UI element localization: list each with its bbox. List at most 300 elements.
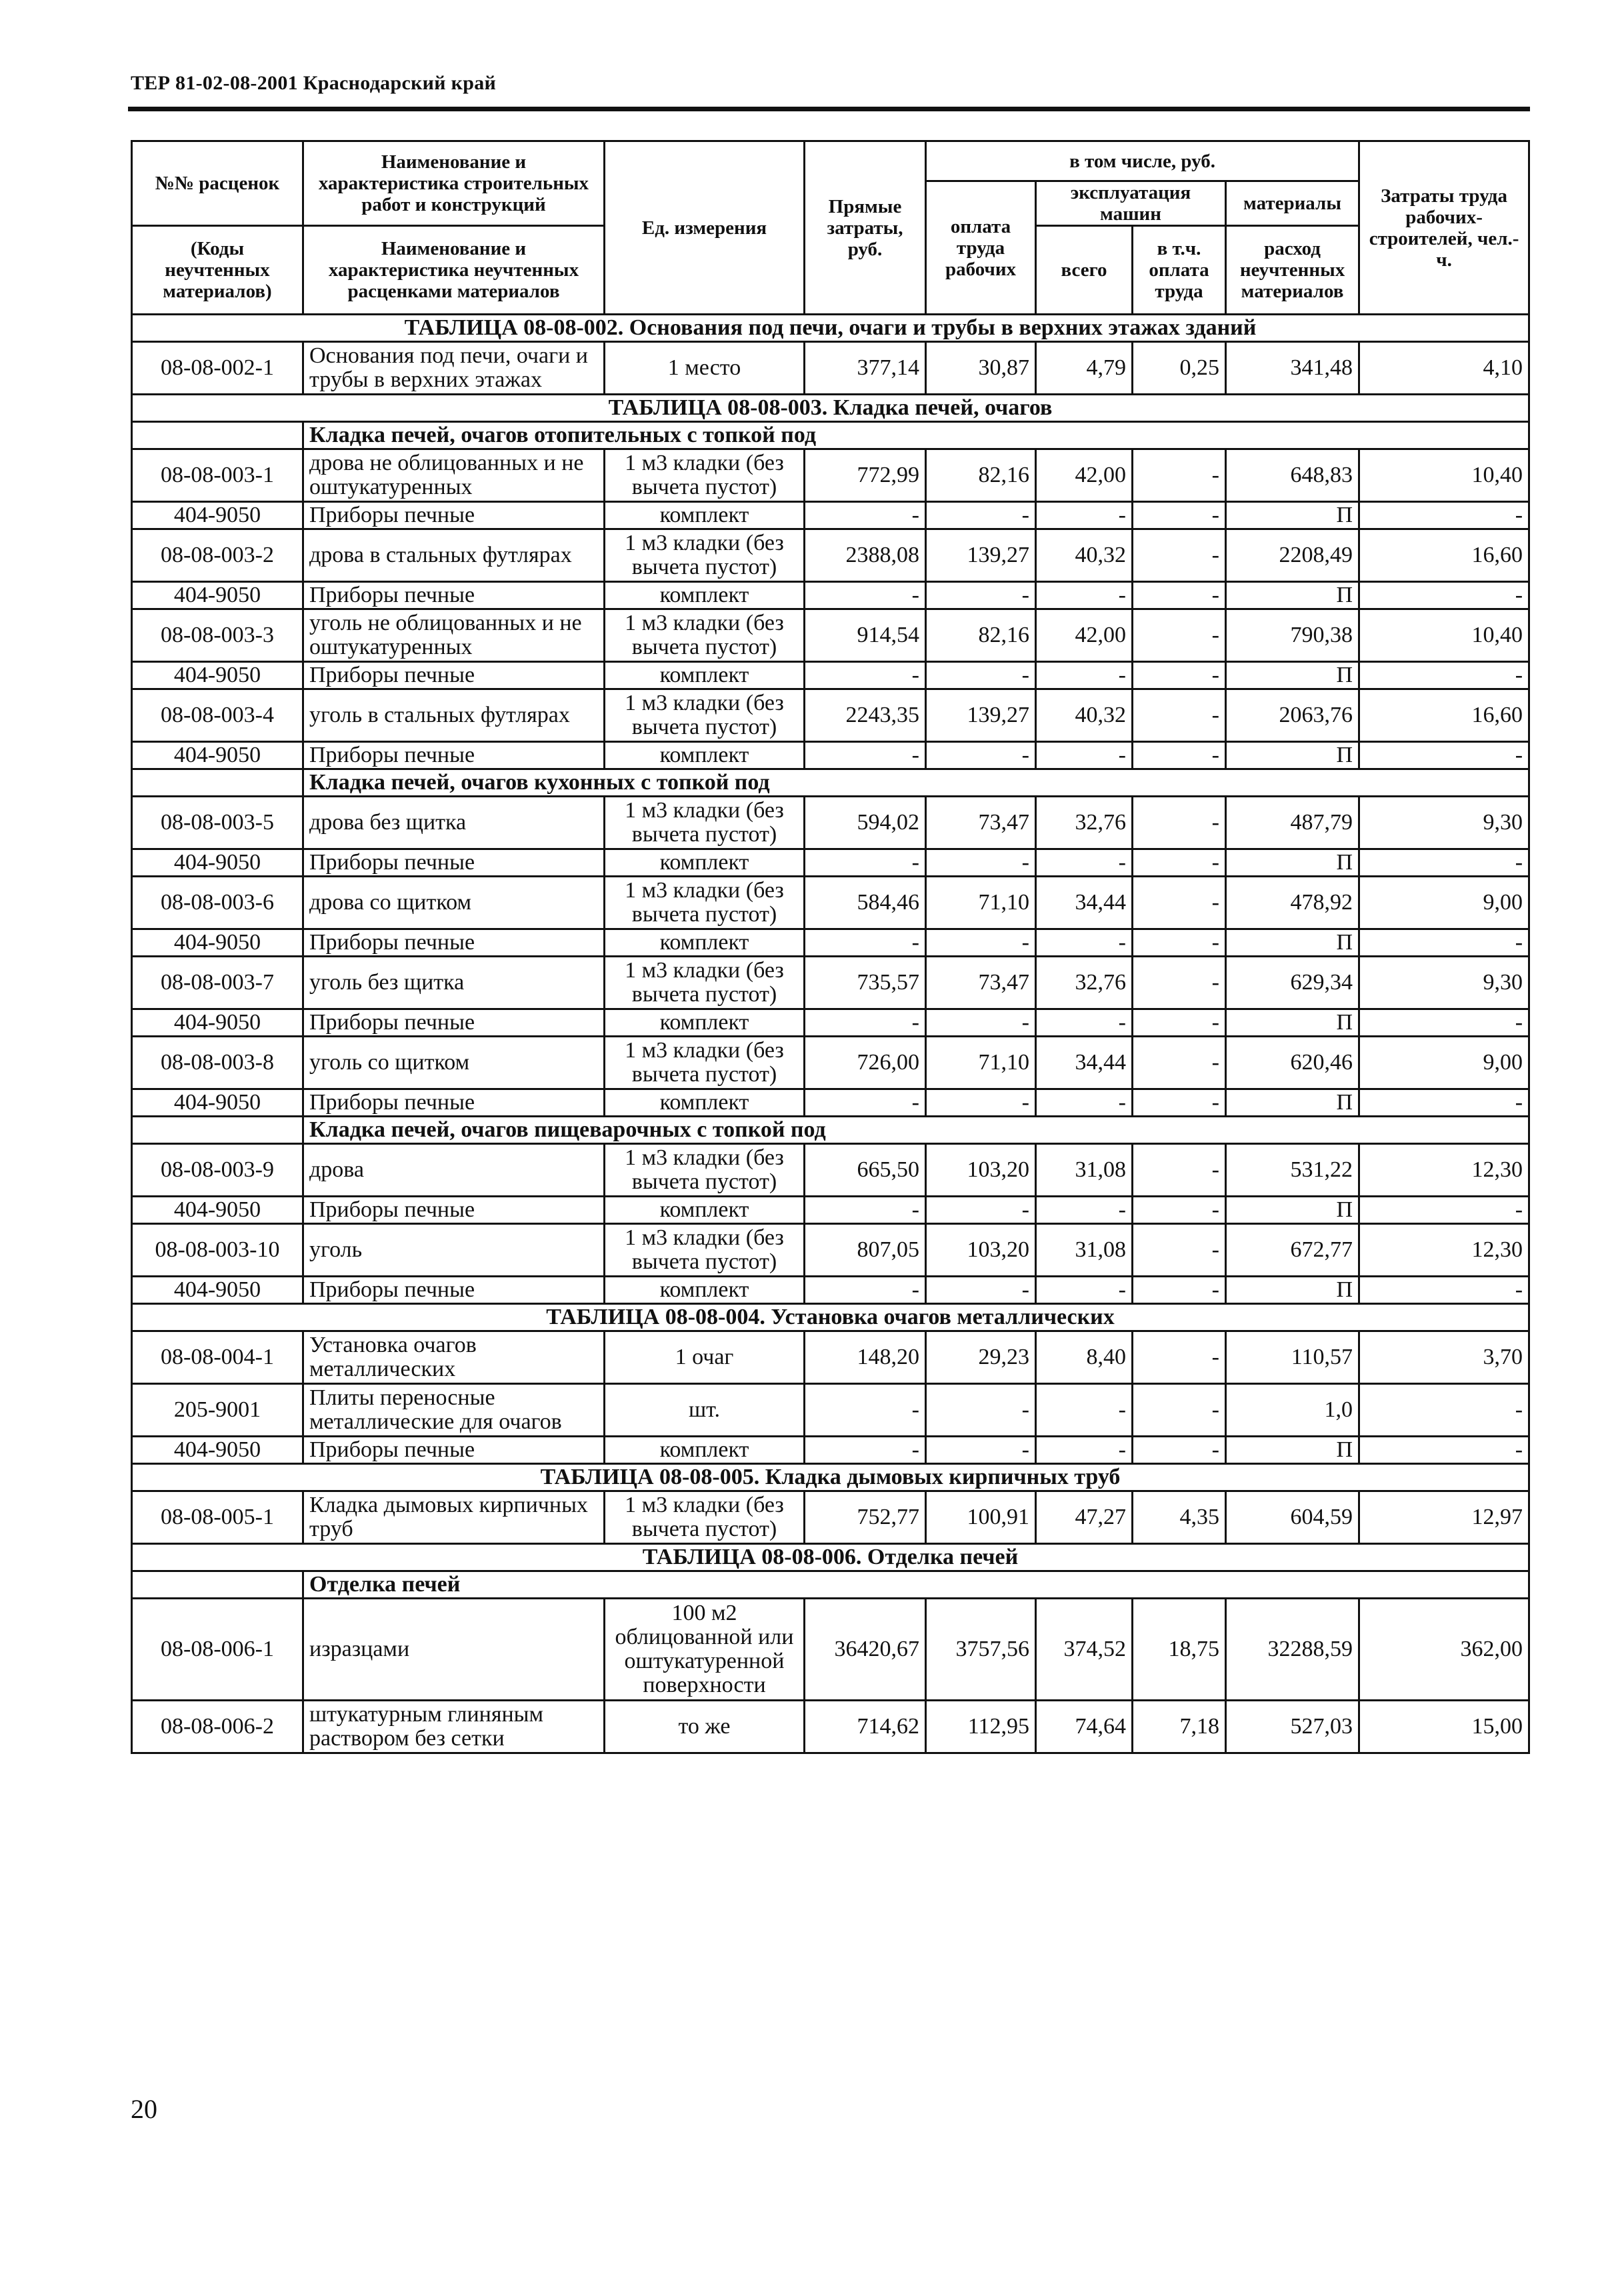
direct-cost-cell: 584,46: [805, 877, 926, 929]
header-direct: Прямые затраты, руб.: [805, 141, 926, 315]
wages-cell: 112,95: [926, 1701, 1036, 1753]
rate-code-cell: 08-08-005-1: [132, 1491, 303, 1544]
wages-cell: -: [926, 662, 1036, 689]
unit-cell: 1 очаг: [605, 1331, 805, 1384]
header-name-bottom: Наименование и характеристика неучтенных расценками материалов: [303, 226, 605, 315]
materials-cell: 2063,76: [1226, 689, 1359, 742]
table-row: [132, 957, 1529, 1009]
direct-cost-cell: 2243,35: [805, 689, 926, 742]
table-row: [132, 877, 1529, 929]
rate-code-cell: 08-08-003-8: [132, 1037, 303, 1089]
unit-cell: комплект: [605, 582, 805, 609]
direct-cost-cell: 377,14: [805, 342, 926, 395]
direct-cost-cell: 714,62: [805, 1701, 926, 1753]
machines-total-cell: 8,40: [1036, 1331, 1133, 1384]
table-row: [132, 1037, 1529, 1089]
machines-total-cell: 40,32: [1036, 529, 1133, 582]
machines-wages-cell: -: [1133, 1144, 1226, 1197]
header-machines-wages: в т.ч. оплата труда: [1133, 226, 1226, 315]
wages-cell: -: [926, 1277, 1036, 1304]
machines-total-cell: 42,00: [1036, 609, 1133, 662]
machines-wages-cell: 0,25: [1133, 342, 1226, 395]
rate-code-cell: 404-9050: [132, 929, 303, 957]
table-row: [132, 1331, 1529, 1384]
machines-wages-cell: -: [1133, 1037, 1226, 1089]
work-name-cell: изразцами: [303, 1599, 605, 1701]
work-name-cell: Приборы печные: [303, 1197, 605, 1224]
direct-cost-cell: 726,00: [805, 1037, 926, 1089]
work-name-cell: уголь в стальных футлярах: [303, 689, 605, 742]
machines-wages-cell: -: [1133, 502, 1226, 529]
machines-total-cell: 34,44: [1036, 1037, 1133, 1089]
direct-cost-cell: 36420,67: [805, 1599, 926, 1701]
wages-cell: -: [926, 849, 1036, 877]
direct-cost-cell: 807,05: [805, 1224, 926, 1277]
wages-cell: -: [926, 742, 1036, 769]
direct-cost-cell: 2388,08: [805, 529, 926, 582]
machines-wages-cell: -: [1133, 1384, 1226, 1437]
labor-cell: -: [1359, 849, 1529, 877]
table-row: [132, 742, 1529, 769]
table-row: [132, 1701, 1529, 1753]
header-machines: эксплуатация машин: [1036, 181, 1226, 226]
work-name-cell: Приборы печные: [303, 929, 605, 957]
labor-cell: 9,00: [1359, 877, 1529, 929]
wages-cell: -: [926, 929, 1036, 957]
wages-cell: 30,87: [926, 342, 1036, 395]
machines-total-cell: 374,52: [1036, 1599, 1133, 1701]
table-row: [132, 609, 1529, 662]
labor-cell: 12,97: [1359, 1491, 1529, 1544]
table-body: [132, 315, 1529, 1753]
materials-cell: 2208,49: [1226, 529, 1359, 582]
table-section-title: [132, 1544, 1529, 1571]
header-rule: [128, 107, 1530, 111]
wages-cell: 103,20: [926, 1224, 1036, 1277]
table-section-title: [132, 395, 1529, 422]
header-name-top: Наименование и характеристика строительных работ и конструкций: [303, 141, 605, 226]
rate-code-cell: 08-08-003-3: [132, 609, 303, 662]
materials-cell: 478,92: [1226, 877, 1359, 929]
machines-wages-cell: -: [1133, 877, 1226, 929]
header-code-top: №№ расценок: [132, 141, 303, 226]
direct-cost-cell: -: [805, 1089, 926, 1117]
table-row: [132, 1437, 1529, 1464]
table-section-title: [132, 1304, 1529, 1331]
machines-wages-cell: -: [1133, 1331, 1226, 1384]
work-name-cell: дрова не облицованных и не оштукатуренных: [303, 449, 605, 502]
wages-cell: -: [926, 1089, 1036, 1117]
unit-cell: 100 м2 облицованной или оштукатуренной поверхности: [605, 1599, 805, 1701]
labor-cell: 9,30: [1359, 797, 1529, 849]
labor-cell: 12,30: [1359, 1144, 1529, 1197]
table-row: [132, 1277, 1529, 1304]
rate-code-cell: 08-08-003-6: [132, 877, 303, 929]
table-row: [132, 1089, 1529, 1117]
work-name-cell: уголь: [303, 1224, 605, 1277]
empty-cell: [132, 1571, 303, 1599]
machines-total-cell: 34,44: [1036, 877, 1133, 929]
direct-cost-cell: -: [805, 929, 926, 957]
labor-cell: 3,70: [1359, 1331, 1529, 1384]
machines-total-cell: -: [1036, 1009, 1133, 1037]
work-name-cell: Приборы печные: [303, 502, 605, 529]
table-row: [132, 582, 1529, 609]
machines-wages-cell: 7,18: [1133, 1701, 1226, 1753]
machines-wages-cell: -: [1133, 849, 1226, 877]
work-name-cell: уголь без щитка: [303, 957, 605, 1009]
header-machines-total: всего: [1036, 226, 1133, 315]
machines-total-cell: -: [1036, 662, 1133, 689]
work-name-cell: Приборы печные: [303, 1089, 605, 1117]
work-name-cell: Приборы печные: [303, 1009, 605, 1037]
unit-cell: комплект: [605, 1197, 805, 1224]
table-row: [132, 449, 1529, 502]
wages-cell: 100,91: [926, 1491, 1036, 1544]
rate-code-cell: 404-9050: [132, 1277, 303, 1304]
machines-wages-cell: -: [1133, 689, 1226, 742]
labor-cell: -: [1359, 662, 1529, 689]
materials-cell: П: [1226, 582, 1359, 609]
rate-code-cell: 404-9050: [132, 1197, 303, 1224]
subsection-title: Кладка печей, очагов отопительных с топкой под: [303, 422, 1529, 449]
labor-cell: -: [1359, 502, 1529, 529]
unit-cell: 1 м3 кладки (без вычета пустот): [605, 877, 805, 929]
unit-cell: 1 м3 кладки (без вычета пустот): [605, 1037, 805, 1089]
unit-cell: 1 м3 кладки (без вычета пустот): [605, 1144, 805, 1197]
materials-cell: 648,83: [1226, 449, 1359, 502]
machines-total-cell: -: [1036, 582, 1133, 609]
table-row: [132, 689, 1529, 742]
rate-code-cell: 08-08-003-9: [132, 1144, 303, 1197]
materials-cell: 790,38: [1226, 609, 1359, 662]
wages-cell: -: [926, 1437, 1036, 1464]
wages-cell: 71,10: [926, 877, 1036, 929]
machines-total-cell: -: [1036, 502, 1133, 529]
unit-cell: комплект: [605, 849, 805, 877]
labor-cell: 16,60: [1359, 689, 1529, 742]
rate-code-cell: 404-9050: [132, 1009, 303, 1037]
work-name-cell: дрова со щитком: [303, 877, 605, 929]
machines-wages-cell: -: [1133, 1009, 1226, 1037]
unit-cell: 1 м3 кладки (без вычета пустот): [605, 797, 805, 849]
labor-cell: 15,00: [1359, 1701, 1529, 1753]
work-name-cell: уголь со щитком: [303, 1037, 605, 1089]
direct-cost-cell: -: [805, 1277, 926, 1304]
materials-cell: П: [1226, 1437, 1359, 1464]
unit-cell: комплект: [605, 1009, 805, 1037]
labor-cell: 9,30: [1359, 957, 1529, 1009]
machines-wages-cell: -: [1133, 1437, 1226, 1464]
work-name-cell: уголь не облицованных и не оштукатуренных: [303, 609, 605, 662]
labor-cell: 10,40: [1359, 449, 1529, 502]
rate-code-cell: 08-08-003-2: [132, 529, 303, 582]
machines-total-cell: -: [1036, 1197, 1133, 1224]
machines-wages-cell: -: [1133, 609, 1226, 662]
direct-cost-cell: -: [805, 502, 926, 529]
section-title: ТАБЛИЦА 08-08-005. Кладка дымовых кирпичных труб: [132, 1464, 1529, 1491]
unit-cell: 1 м3 кладки (без вычета пустот): [605, 529, 805, 582]
wages-cell: -: [926, 1009, 1036, 1037]
materials-cell: 487,79: [1226, 797, 1359, 849]
labor-cell: 10,40: [1359, 609, 1529, 662]
labor-cell: -: [1359, 1009, 1529, 1037]
machines-wages-cell: -: [1133, 449, 1226, 502]
work-name-cell: дрова: [303, 1144, 605, 1197]
labor-cell: 12,30: [1359, 1224, 1529, 1277]
rate-code-cell: 08-08-004-1: [132, 1331, 303, 1384]
machines-total-cell: 40,32: [1036, 689, 1133, 742]
labor-cell: -: [1359, 742, 1529, 769]
materials-cell: 531,22: [1226, 1144, 1359, 1197]
wages-cell: -: [926, 582, 1036, 609]
rate-code-cell: 08-08-003-1: [132, 449, 303, 502]
table-section-title: [132, 315, 1529, 342]
unit-cell: 1 м3 кладки (без вычета пустот): [605, 609, 805, 662]
wages-cell: 139,27: [926, 529, 1036, 582]
machines-total-cell: 32,76: [1036, 957, 1133, 1009]
labor-cell: 4,10: [1359, 342, 1529, 395]
materials-cell: 110,57: [1226, 1331, 1359, 1384]
table-row: [132, 502, 1529, 529]
table-row: [132, 1384, 1529, 1437]
empty-cell: [132, 769, 303, 797]
unit-cell: комплект: [605, 742, 805, 769]
materials-cell: П: [1226, 502, 1359, 529]
table-subsection-row: [132, 422, 1529, 449]
header-including: в том числе, руб.: [926, 141, 1359, 181]
direct-cost-cell: -: [805, 742, 926, 769]
direct-cost-cell: -: [805, 849, 926, 877]
table-row: [132, 1599, 1529, 1701]
rate-code-cell: 404-9050: [132, 849, 303, 877]
table-row: [132, 797, 1529, 849]
rate-code-cell: 404-9050: [132, 742, 303, 769]
machines-wages-cell: -: [1133, 957, 1226, 1009]
unit-cell: 1 м3 кладки (без вычета пустот): [605, 1224, 805, 1277]
wages-cell: 103,20: [926, 1144, 1036, 1197]
rate-code-cell: 08-08-003-10: [132, 1224, 303, 1277]
machines-total-cell: -: [1036, 1384, 1133, 1437]
work-name-cell: Установка очагов металлических: [303, 1331, 605, 1384]
direct-cost-cell: 665,50: [805, 1144, 926, 1197]
machines-wages-cell: 18,75: [1133, 1599, 1226, 1701]
materials-cell: П: [1226, 742, 1359, 769]
table-row: [132, 1224, 1529, 1277]
wages-cell: -: [926, 1384, 1036, 1437]
labor-cell: 9,00: [1359, 1037, 1529, 1089]
machines-total-cell: -: [1036, 1437, 1133, 1464]
direct-cost-cell: -: [805, 1197, 926, 1224]
machines-total-cell: 74,64: [1036, 1701, 1133, 1753]
wages-cell: -: [926, 502, 1036, 529]
unit-cell: комплект: [605, 1089, 805, 1117]
machines-wages-cell: -: [1133, 929, 1226, 957]
header-code-bottom: (Коды неучтенных материалов): [132, 226, 303, 315]
machines-total-cell: 4,79: [1036, 342, 1133, 395]
materials-cell: 32288,59: [1226, 1599, 1359, 1701]
unit-cell: комплект: [605, 1437, 805, 1464]
header-materials: материалы: [1226, 181, 1359, 226]
materials-cell: 341,48: [1226, 342, 1359, 395]
direct-cost-cell: -: [805, 662, 926, 689]
machines-total-cell: 32,76: [1036, 797, 1133, 849]
unit-cell: 1 м3 кладки (без вычета пустот): [605, 689, 805, 742]
materials-cell: 629,34: [1226, 957, 1359, 1009]
unit-cell: комплект: [605, 1277, 805, 1304]
table-subsection-row: [132, 769, 1529, 797]
materials-cell: 1,0: [1226, 1384, 1359, 1437]
work-name-cell: Приборы печные: [303, 582, 605, 609]
rate-code-cell: 08-08-002-1: [132, 342, 303, 395]
labor-cell: -: [1359, 1277, 1529, 1304]
unit-cell: шт.: [605, 1384, 805, 1437]
unit-cell: комплект: [605, 929, 805, 957]
labor-cell: -: [1359, 1197, 1529, 1224]
direct-cost-cell: -: [805, 582, 926, 609]
machines-wages-cell: -: [1133, 1224, 1226, 1277]
table-row: [132, 342, 1529, 395]
rate-code-cell: 404-9050: [132, 1437, 303, 1464]
table-row: [132, 1144, 1529, 1197]
machines-wages-cell: 4,35: [1133, 1491, 1226, 1544]
materials-cell: 527,03: [1226, 1701, 1359, 1753]
running-header: ТЕР 81-02-08-2001 Краснодарский край: [131, 72, 497, 94]
section-title: ТАБЛИЦА 08-08-002. Основания под печи, очаги и трубы в верхних этажах зданий: [132, 315, 1529, 342]
machines-wages-cell: -: [1133, 1089, 1226, 1117]
empty-cell: [132, 422, 303, 449]
materials-cell: 604,59: [1226, 1491, 1359, 1544]
rate-code-cell: 08-08-003-5: [132, 797, 303, 849]
wages-cell: 82,16: [926, 609, 1036, 662]
section-title: ТАБЛИЦА 08-08-003. Кладка печей, очагов: [132, 395, 1529, 422]
machines-wages-cell: -: [1133, 797, 1226, 849]
labor-cell: -: [1359, 1437, 1529, 1464]
wages-cell: 139,27: [926, 689, 1036, 742]
table-row: [132, 662, 1529, 689]
machines-total-cell: -: [1036, 1089, 1133, 1117]
materials-cell: 672,77: [1226, 1224, 1359, 1277]
rate-code-cell: 205-9001: [132, 1384, 303, 1437]
header-unit: Ед. измерения: [605, 141, 805, 315]
section-title: ТАБЛИЦА 08-08-006. Отделка печей: [132, 1544, 1529, 1571]
work-name-cell: дрова без щитка: [303, 797, 605, 849]
wages-cell: 29,23: [926, 1331, 1036, 1384]
table-subsection-row: [132, 1571, 1529, 1599]
machines-total-cell: 42,00: [1036, 449, 1133, 502]
direct-cost-cell: 735,57: [805, 957, 926, 1009]
rate-code-cell: 08-08-003-7: [132, 957, 303, 1009]
wages-cell: 82,16: [926, 449, 1036, 502]
machines-total-cell: 31,08: [1036, 1144, 1133, 1197]
materials-cell: П: [1226, 1277, 1359, 1304]
direct-cost-cell: 772,99: [805, 449, 926, 502]
machines-total-cell: -: [1036, 929, 1133, 957]
direct-cost-cell: 752,77: [805, 1491, 926, 1544]
wages-cell: 73,47: [926, 957, 1036, 1009]
direct-cost-cell: 914,54: [805, 609, 926, 662]
machines-wages-cell: -: [1133, 1277, 1226, 1304]
subsection-title: Кладка печей, очагов пищеварочных с топкой под: [303, 1117, 1529, 1144]
machines-wages-cell: -: [1133, 529, 1226, 582]
machines-total-cell: -: [1036, 1277, 1133, 1304]
work-name-cell: Приборы печные: [303, 742, 605, 769]
page-number: 20: [131, 2094, 157, 2124]
direct-cost-cell: -: [805, 1009, 926, 1037]
labor-cell: 362,00: [1359, 1599, 1529, 1701]
materials-cell: П: [1226, 849, 1359, 877]
unit-cell: комплект: [605, 502, 805, 529]
header-materials-extra: расход неучтенных материалов: [1226, 226, 1359, 315]
rate-code-cell: 08-08-006-1: [132, 1599, 303, 1701]
header-wages: оплата труда рабочих: [926, 181, 1036, 315]
table-row: [132, 849, 1529, 877]
materials-cell: 620,46: [1226, 1037, 1359, 1089]
direct-cost-cell: -: [805, 1384, 926, 1437]
labor-cell: -: [1359, 1089, 1529, 1117]
work-name-cell: Приборы печные: [303, 1277, 605, 1304]
materials-cell: П: [1226, 1089, 1359, 1117]
work-name-cell: Приборы печные: [303, 849, 605, 877]
table-row: [132, 929, 1529, 957]
direct-cost-cell: 594,02: [805, 797, 926, 849]
machines-total-cell: 31,08: [1036, 1224, 1133, 1277]
work-name-cell: Приборы печные: [303, 1437, 605, 1464]
materials-cell: П: [1226, 662, 1359, 689]
materials-cell: П: [1226, 1009, 1359, 1037]
wages-cell: 71,10: [926, 1037, 1036, 1089]
work-name-cell: дрова в стальных футлярах: [303, 529, 605, 582]
unit-cell: то же: [605, 1701, 805, 1753]
materials-cell: П: [1226, 929, 1359, 957]
machines-total-cell: -: [1036, 849, 1133, 877]
wages-cell: 73,47: [926, 797, 1036, 849]
machines-wages-cell: -: [1133, 742, 1226, 769]
materials-cell: П: [1226, 1197, 1359, 1224]
rate-code-cell: 404-9050: [132, 1089, 303, 1117]
wages-cell: 3757,56: [926, 1599, 1036, 1701]
labor-cell: -: [1359, 582, 1529, 609]
wages-cell: -: [926, 1197, 1036, 1224]
header-labor: Затраты труда рабочих-строителей, чел.-ч.: [1359, 141, 1529, 315]
subsection-title: Кладка печей, очагов кухонных с топкой под: [303, 769, 1529, 797]
work-name-cell: Основания под печи, очаги и трубы в верхних этажах: [303, 342, 605, 395]
machines-total-cell: -: [1036, 742, 1133, 769]
rate-code-cell: 08-08-006-2: [132, 1701, 303, 1753]
work-name-cell: Плиты переносные металлические для очагов: [303, 1384, 605, 1437]
table-row: [132, 1491, 1529, 1544]
rate-code-cell: 08-08-003-4: [132, 689, 303, 742]
labor-cell: -: [1359, 1384, 1529, 1437]
table-row: [132, 1009, 1529, 1037]
machines-wages-cell: -: [1133, 1197, 1226, 1224]
subsection-title: Отделка печей: [303, 1571, 1529, 1599]
table-row: [132, 529, 1529, 582]
machines-wages-cell: -: [1133, 662, 1226, 689]
section-title: ТАБЛИЦА 08-08-004. Установка очагов металлических: [132, 1304, 1529, 1331]
unit-cell: 1 м3 кладки (без вычета пустот): [605, 957, 805, 1009]
table-section-title: [132, 1464, 1529, 1491]
unit-cell: 1 место: [605, 342, 805, 395]
labor-cell: -: [1359, 929, 1529, 957]
work-name-cell: Приборы печные: [303, 662, 605, 689]
table-subsection-row: [132, 1117, 1529, 1144]
unit-cell: комплект: [605, 662, 805, 689]
rate-code-cell: 404-9050: [132, 582, 303, 609]
rate-code-cell: 404-9050: [132, 662, 303, 689]
empty-cell: [132, 1117, 303, 1144]
unit-cell: 1 м3 кладки (без вычета пустот): [605, 1491, 805, 1544]
